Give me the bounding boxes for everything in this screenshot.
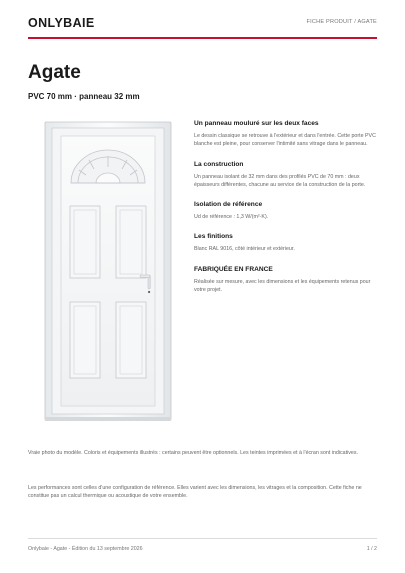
page-header — [28, 14, 377, 38]
footer-divider — [28, 538, 377, 539]
section-title: La construction — [194, 160, 244, 168]
section-body: Blanc RAL 9016, côté intérieur et extérieur. — [194, 246, 295, 253]
section-panel — [194, 120, 378, 149]
section-made-in-france — [194, 266, 378, 295]
door-photo — [28, 118, 188, 428]
section-body: Un panneau isolant de 32 mm dans des profilés PVC de 70 mm : deux épaisseurs différentes, chacune au service de la construction de la porte. — [194, 173, 366, 188]
section-insulation — [194, 201, 378, 221]
section-title: Un panneau mouluré sur les deux faces — [194, 120, 319, 127]
document-type: FICHE PRODUIT / AGATE — [306, 19, 377, 25]
product-title: Agate — [28, 62, 81, 83]
section-body: Le dessin classique se retrouve à l'extérieur et dans l'entrée. Cette porte PVC blanche est pleine, pour conserver l'intimité sans vitrage dans le panneau. — [194, 133, 376, 148]
photo-disclaimer: Vraie photo du modèle. Coloris et équipements illustrés : certains peuvent être optionnels. Les teintes imprimées et à l'écran sont indicatives. — [28, 450, 358, 456]
footer-edition: Onlybaie - Agate - Édition du 13 septembre 2026 — [28, 546, 143, 552]
performance-disclaimer: Les performances sont celles d'une configuration de référence. Elles varient avec les dimensions, les vitrages et la composition. Cette fiche ne constitue pas un calcul thermique ou acoustique de votre ensemble. — [28, 485, 362, 500]
door-illustration — [28, 118, 188, 428]
section-title: Isolation de référence — [194, 201, 263, 209]
product-subtitle: PVC 70 mm · panneau 32 mm — [28, 92, 140, 101]
section-body: Réalisée sur mesure, avec les dimensions et les équipements retenus pour votre projet. — [194, 278, 371, 294]
product-description — [194, 120, 378, 306]
section-title: Les finitions — [194, 233, 233, 241]
section-body: Ud de référence : 1,3 W/(m²·K). — [194, 214, 269, 221]
header-divider — [28, 37, 377, 39]
section-title: FABRIQUÉE EN FRANCE — [194, 265, 273, 273]
brand-logo: ONLYBAIE — [28, 16, 95, 30]
page-number: 1 / 2 — [366, 546, 377, 552]
section-finishes — [194, 233, 378, 253]
section-construction — [194, 161, 378, 190]
